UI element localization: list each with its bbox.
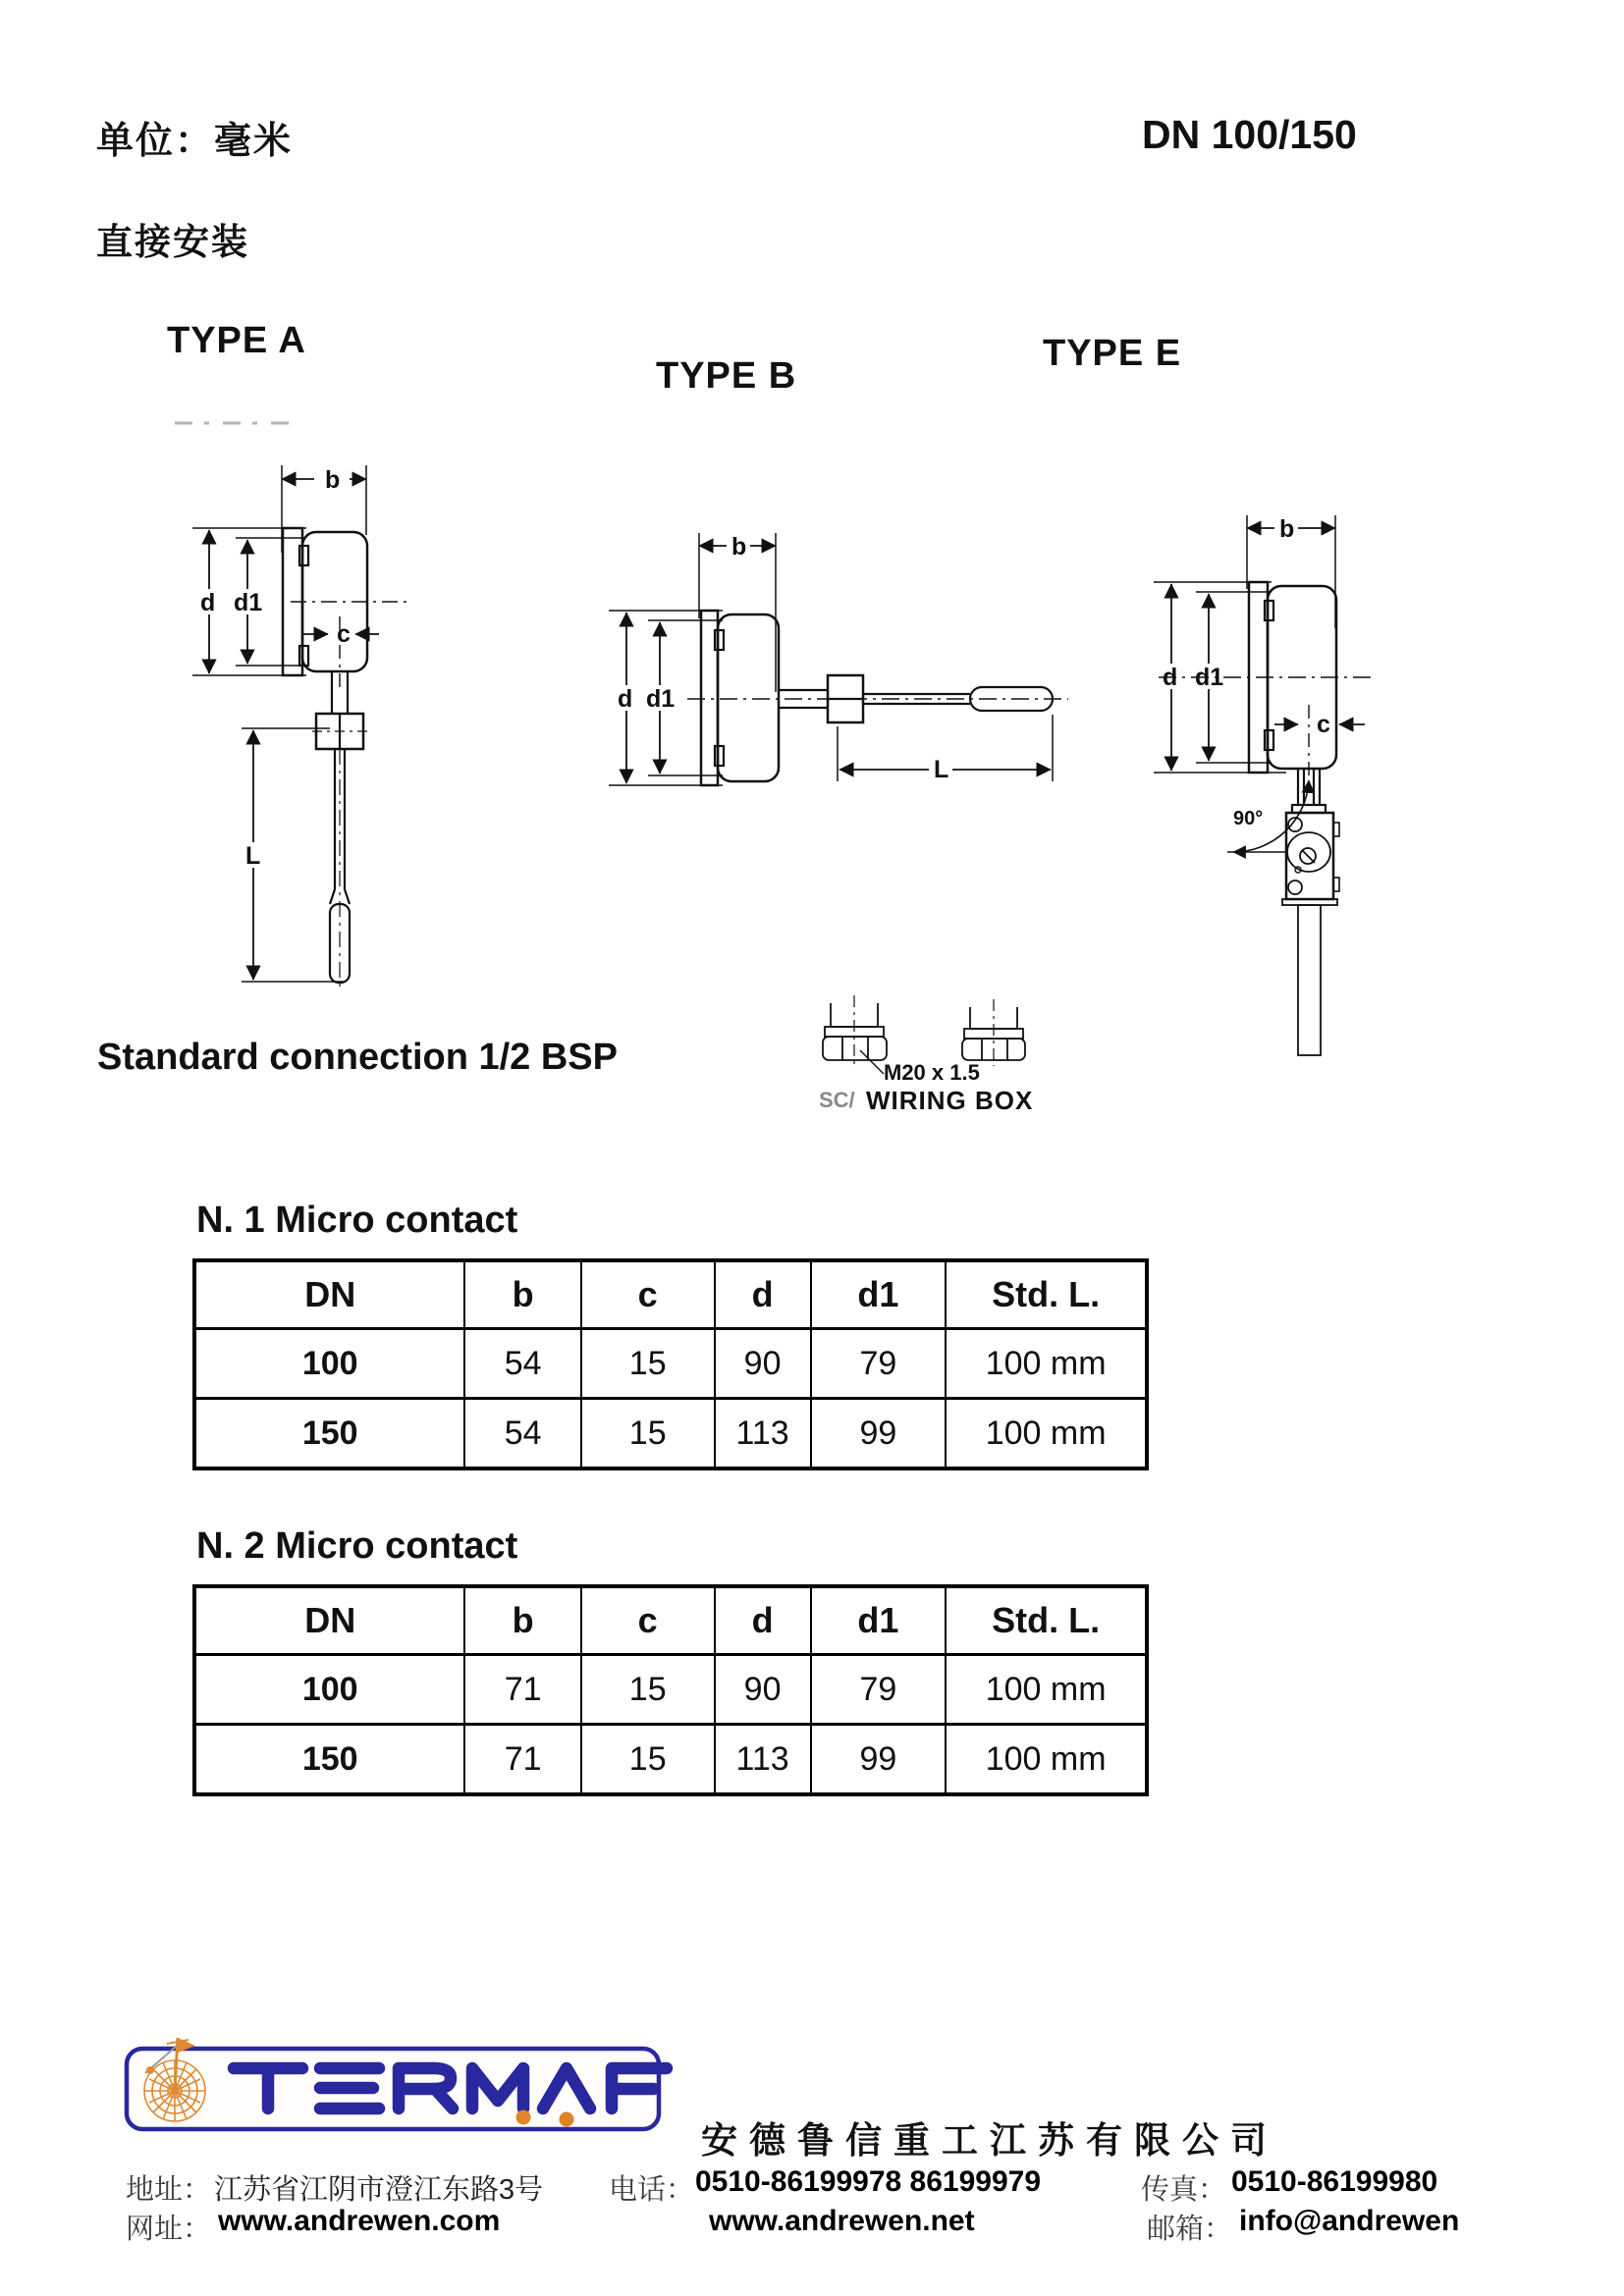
col-header-c: c (581, 1260, 715, 1329)
address-value: 江苏省江阴市澄江东路3号 (214, 2174, 544, 2206)
col-header-d: d (715, 1586, 811, 1655)
table-row (194, 1655, 1147, 1725)
thread-size-label: M20 x 1.5 (884, 1060, 980, 1085)
angle-label: 90° (1233, 808, 1264, 829)
cell-c: 15 (581, 1329, 715, 1399)
dim-label-c: c (1317, 711, 1330, 738)
cell-d: 90 (715, 1655, 811, 1725)
probe-stem (1298, 905, 1321, 1055)
cable-gland-left (823, 995, 887, 1074)
dim-label-b: b (731, 533, 747, 561)
website-label: 网址： (126, 2214, 212, 2245)
cable-gland-right (962, 999, 1025, 1066)
cell-d1: 99 (811, 1725, 947, 1795)
type-a-title: TYPE A (167, 320, 306, 361)
cell-d1: 79 (811, 1329, 947, 1399)
dim-label-b: b (325, 466, 341, 494)
wiring-box-label: WIRING BOX (866, 1086, 1034, 1115)
col-header-d: d (715, 1260, 811, 1329)
phone-value: 0510-86199978 86199979 (695, 2165, 1042, 2198)
dial-case (718, 614, 779, 781)
table-header-row (194, 1586, 1147, 1655)
cell-dn: 150 (194, 1399, 464, 1469)
micro-contact-1-table (192, 1258, 1149, 1470)
cell-c: 15 (581, 1399, 715, 1469)
cell-stdl: 100 mm (946, 1655, 1147, 1725)
cell-b: 71 (464, 1725, 580, 1795)
dim-label-d: d (1163, 664, 1178, 691)
table-header-row (194, 1260, 1147, 1329)
dim-label-c: c (337, 620, 351, 648)
cell-c: 15 (581, 1725, 715, 1795)
col-header-stdl: Std. L. (946, 1586, 1147, 1655)
type-a-drawing (192, 465, 406, 988)
standard-connection-note: Standard connection 1/2 BSP (97, 1037, 618, 1078)
address-label: 地址： (126, 2174, 212, 2206)
sc-label: SC/ (819, 1088, 855, 1112)
cell-stdl: 100 mm (946, 1329, 1147, 1399)
dn-size-label: DN 100/150 (1142, 112, 1357, 157)
table-row (194, 1329, 1147, 1399)
col-header-b: b (464, 1586, 580, 1655)
email-value: info@andrewen (1239, 2205, 1460, 2237)
col-header-dn: DN (194, 1260, 464, 1329)
direct-install-label: 直接安装 (96, 223, 249, 263)
cell-d: 113 (715, 1399, 811, 1469)
table-row (194, 1399, 1147, 1469)
dim-label-d1: d1 (646, 685, 676, 713)
cell-c: 15 (581, 1655, 715, 1725)
dim-label-b: b (1279, 515, 1295, 543)
unit-label: 单位：毫米 (96, 121, 294, 162)
col-header-b: b (464, 1260, 580, 1329)
fax-value: 0510-86199980 (1231, 2165, 1438, 2198)
dim-label-L: L (245, 842, 261, 870)
cell-d: 113 (715, 1725, 811, 1795)
cell-dn: 150 (194, 1725, 464, 1795)
cell-b: 54 (464, 1329, 580, 1399)
company-name: 安德鲁信重工江苏有限公司 (701, 2121, 1278, 2162)
table-2-title: N. 2 Micro contact (196, 1525, 518, 1567)
dim-label-d: d (200, 589, 216, 616)
col-header-d1: d1 (811, 1260, 947, 1329)
dim-label-d1: d1 (234, 589, 263, 616)
type-b-drawing (609, 533, 1068, 785)
cell-stdl: 100 mm (946, 1399, 1147, 1469)
cell-dn: 100 (194, 1655, 464, 1725)
email-label: 邮箱： (1147, 2214, 1233, 2245)
dim-label-d: d (618, 685, 633, 713)
fax-label: 传真： (1141, 2174, 1227, 2206)
cell-dn: 100 (194, 1329, 464, 1399)
col-header-c: c (581, 1586, 715, 1655)
logo-orange-dot (516, 2110, 531, 2125)
type-e-title: TYPE E (1043, 333, 1182, 374)
table-1-title: N. 1 Micro contact (196, 1200, 518, 1241)
cell-d: 90 (715, 1329, 811, 1399)
termaf-logo (124, 2028, 674, 2136)
cell-d1: 79 (811, 1655, 947, 1725)
col-header-d1: d1 (811, 1586, 947, 1655)
cell-b: 71 (464, 1655, 580, 1725)
micro-contact-2-table (192, 1584, 1149, 1796)
dim-label-d1: d1 (1195, 664, 1224, 691)
cell-stdl: 100 mm (946, 1725, 1147, 1795)
cell-b: 54 (464, 1399, 580, 1469)
website-2: www.andrewen.net (709, 2205, 975, 2237)
col-header-dn: DN (194, 1586, 464, 1655)
technical-drawings (0, 393, 1624, 1139)
table-row (194, 1725, 1147, 1795)
type-e-drawing (1154, 515, 1375, 1055)
dim-label-L: L (934, 756, 949, 783)
phone-label: 电话： (609, 2174, 695, 2206)
logo-orange-dot (560, 2112, 574, 2127)
website-1: www.andrewen.com (218, 2205, 501, 2237)
cell-d1: 99 (811, 1399, 947, 1469)
col-header-stdl: Std. L. (946, 1260, 1147, 1329)
type-b-title: TYPE B (656, 355, 797, 397)
